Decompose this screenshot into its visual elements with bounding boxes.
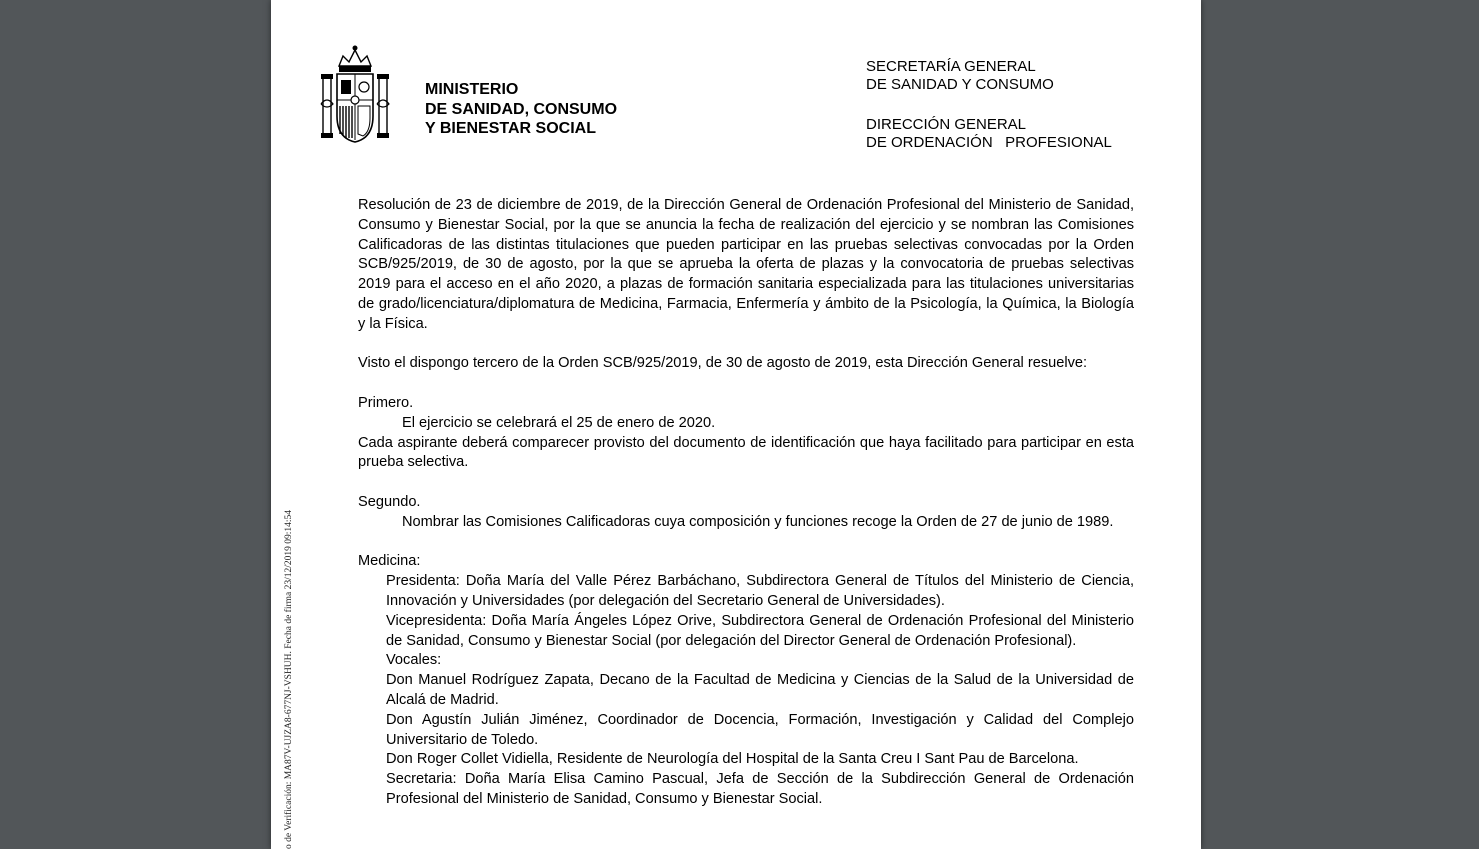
medicina-heading: Medicina:: [358, 553, 421, 570]
list-item: Secretaria: Doña María Elisa Camino Pascual, Jefa de Sección de la Subdirección General de Ordenación Profesional del Ministerio de Sanidad, Consumo y Bienestar Social.: [386, 771, 1134, 807]
list-item: Vocales:: [386, 652, 442, 669]
list-item: Don Roger Collet Vidiella, Residente de Neurología del Hospital de la Santa Creu I Sant Pau de Barcelona.: [386, 751, 1079, 768]
segundo-paragraph: [358, 513, 1134, 533]
issuing-unit: [866, 58, 1112, 152]
primero-identification: Cada aspirante deberá comparecer provisto del documento de identificación que haya facilitado para participar en esta prueba selectiva.: [358, 434, 1134, 471]
primero-date: El ejercicio se celebrará el 25 de enero de 2020.: [402, 414, 716, 431]
primero-heading: Primero.: [358, 394, 414, 411]
spanish-coat-of-arms-icon: [319, 44, 391, 146]
direccion-line-1: DIRECCIÓN GENERAL: [866, 116, 1027, 133]
ministry-line-3: Y BIENESTAR SOCIAL: [425, 120, 596, 137]
document-page: [271, 0, 1201, 849]
resolution-paragraph: Resolución de 23 de diciembre de 2019, de la Dirección General de Ordenación Profesional del Ministerio de Sanidad, Consumo y Bienestar Social, por la que se anuncia la fecha de realización del ejercicio y se nombran las Comisiones Calificadoras de las distintas titulaciones que pueden participar en las pruebas selectivas convocadas por la Orden SCB/925/2019, de 30 de agosto, por la que se aprueba la oferta de plazas y la convocatoria de pruebas selectivas 2019 para el acceso en el año 2020, a plazas de formación sanitaria especializada para las titulaciones universitarias de grado/licenciatura/diplomatura de Medicina, Farmacia, Enfermería y ámbito de la Psicología, la Química, la Biología y la Física.: [358, 197, 1134, 332]
ministry-line-2: DE SANIDAD, CONSUMO: [425, 100, 618, 118]
verification-stamp: o de Verificación: MA87V-UJZA8-677NJ-VSHUH. Fecha de firma 23/12/2019 09:14:54: [284, 509, 294, 849]
document-body: [358, 196, 1134, 810]
list-item: Don Manuel Rodríguez Zapata, Decano de la Facultad de Medicina y Ciencias de la Salud de la Universidad de Alcalá de Madrid.: [386, 672, 1134, 708]
ministry-name: [425, 80, 617, 139]
list-item: Don Agustín Julián Jiménez, Coordinador de Docencia, Formación, Investigación y Calidad del Complejo Universitario de Toledo.: [386, 711, 1134, 748]
visto-paragraph: Visto el dispongo tercero de la Orden SCB/925/2019, de 30 de agosto de 2019, esta Dirección General resuelve:: [358, 355, 1088, 372]
secretaria-line-1: SECRETARÍA GENERAL: [866, 58, 1036, 75]
medicina-committee: [358, 572, 1134, 810]
direccion-line-2: DE ORDENACIÓN PROFESIONAL: [866, 134, 1112, 151]
segundo-heading: Segundo.: [358, 493, 421, 510]
secretaria-line-2: DE SANIDAD Y CONSUMO: [866, 76, 1054, 93]
segundo-text: Nombrar las Comisiones Calificadoras cuya composición y funciones recoge la Orden de 27 de junio de 1989.: [402, 513, 1114, 530]
list-item: Presidenta: Doña María del Valle Pérez Barbáchano, Subdirectora General de Títulos del Ministerio de Ciencia, Innovación y Universidades (por delegación del Secretario General de Universidades).: [386, 573, 1134, 609]
ministry-line-1: MINISTERIO: [425, 81, 519, 98]
list-item: Vicepresidenta: Doña María Ángeles López Orive, Subdirectora General de Ordenación Profesional del Ministerio de Sanidad, Consumo y Bienestar Social (por delegación del Director General de Ordenación Profesional).: [386, 612, 1134, 649]
